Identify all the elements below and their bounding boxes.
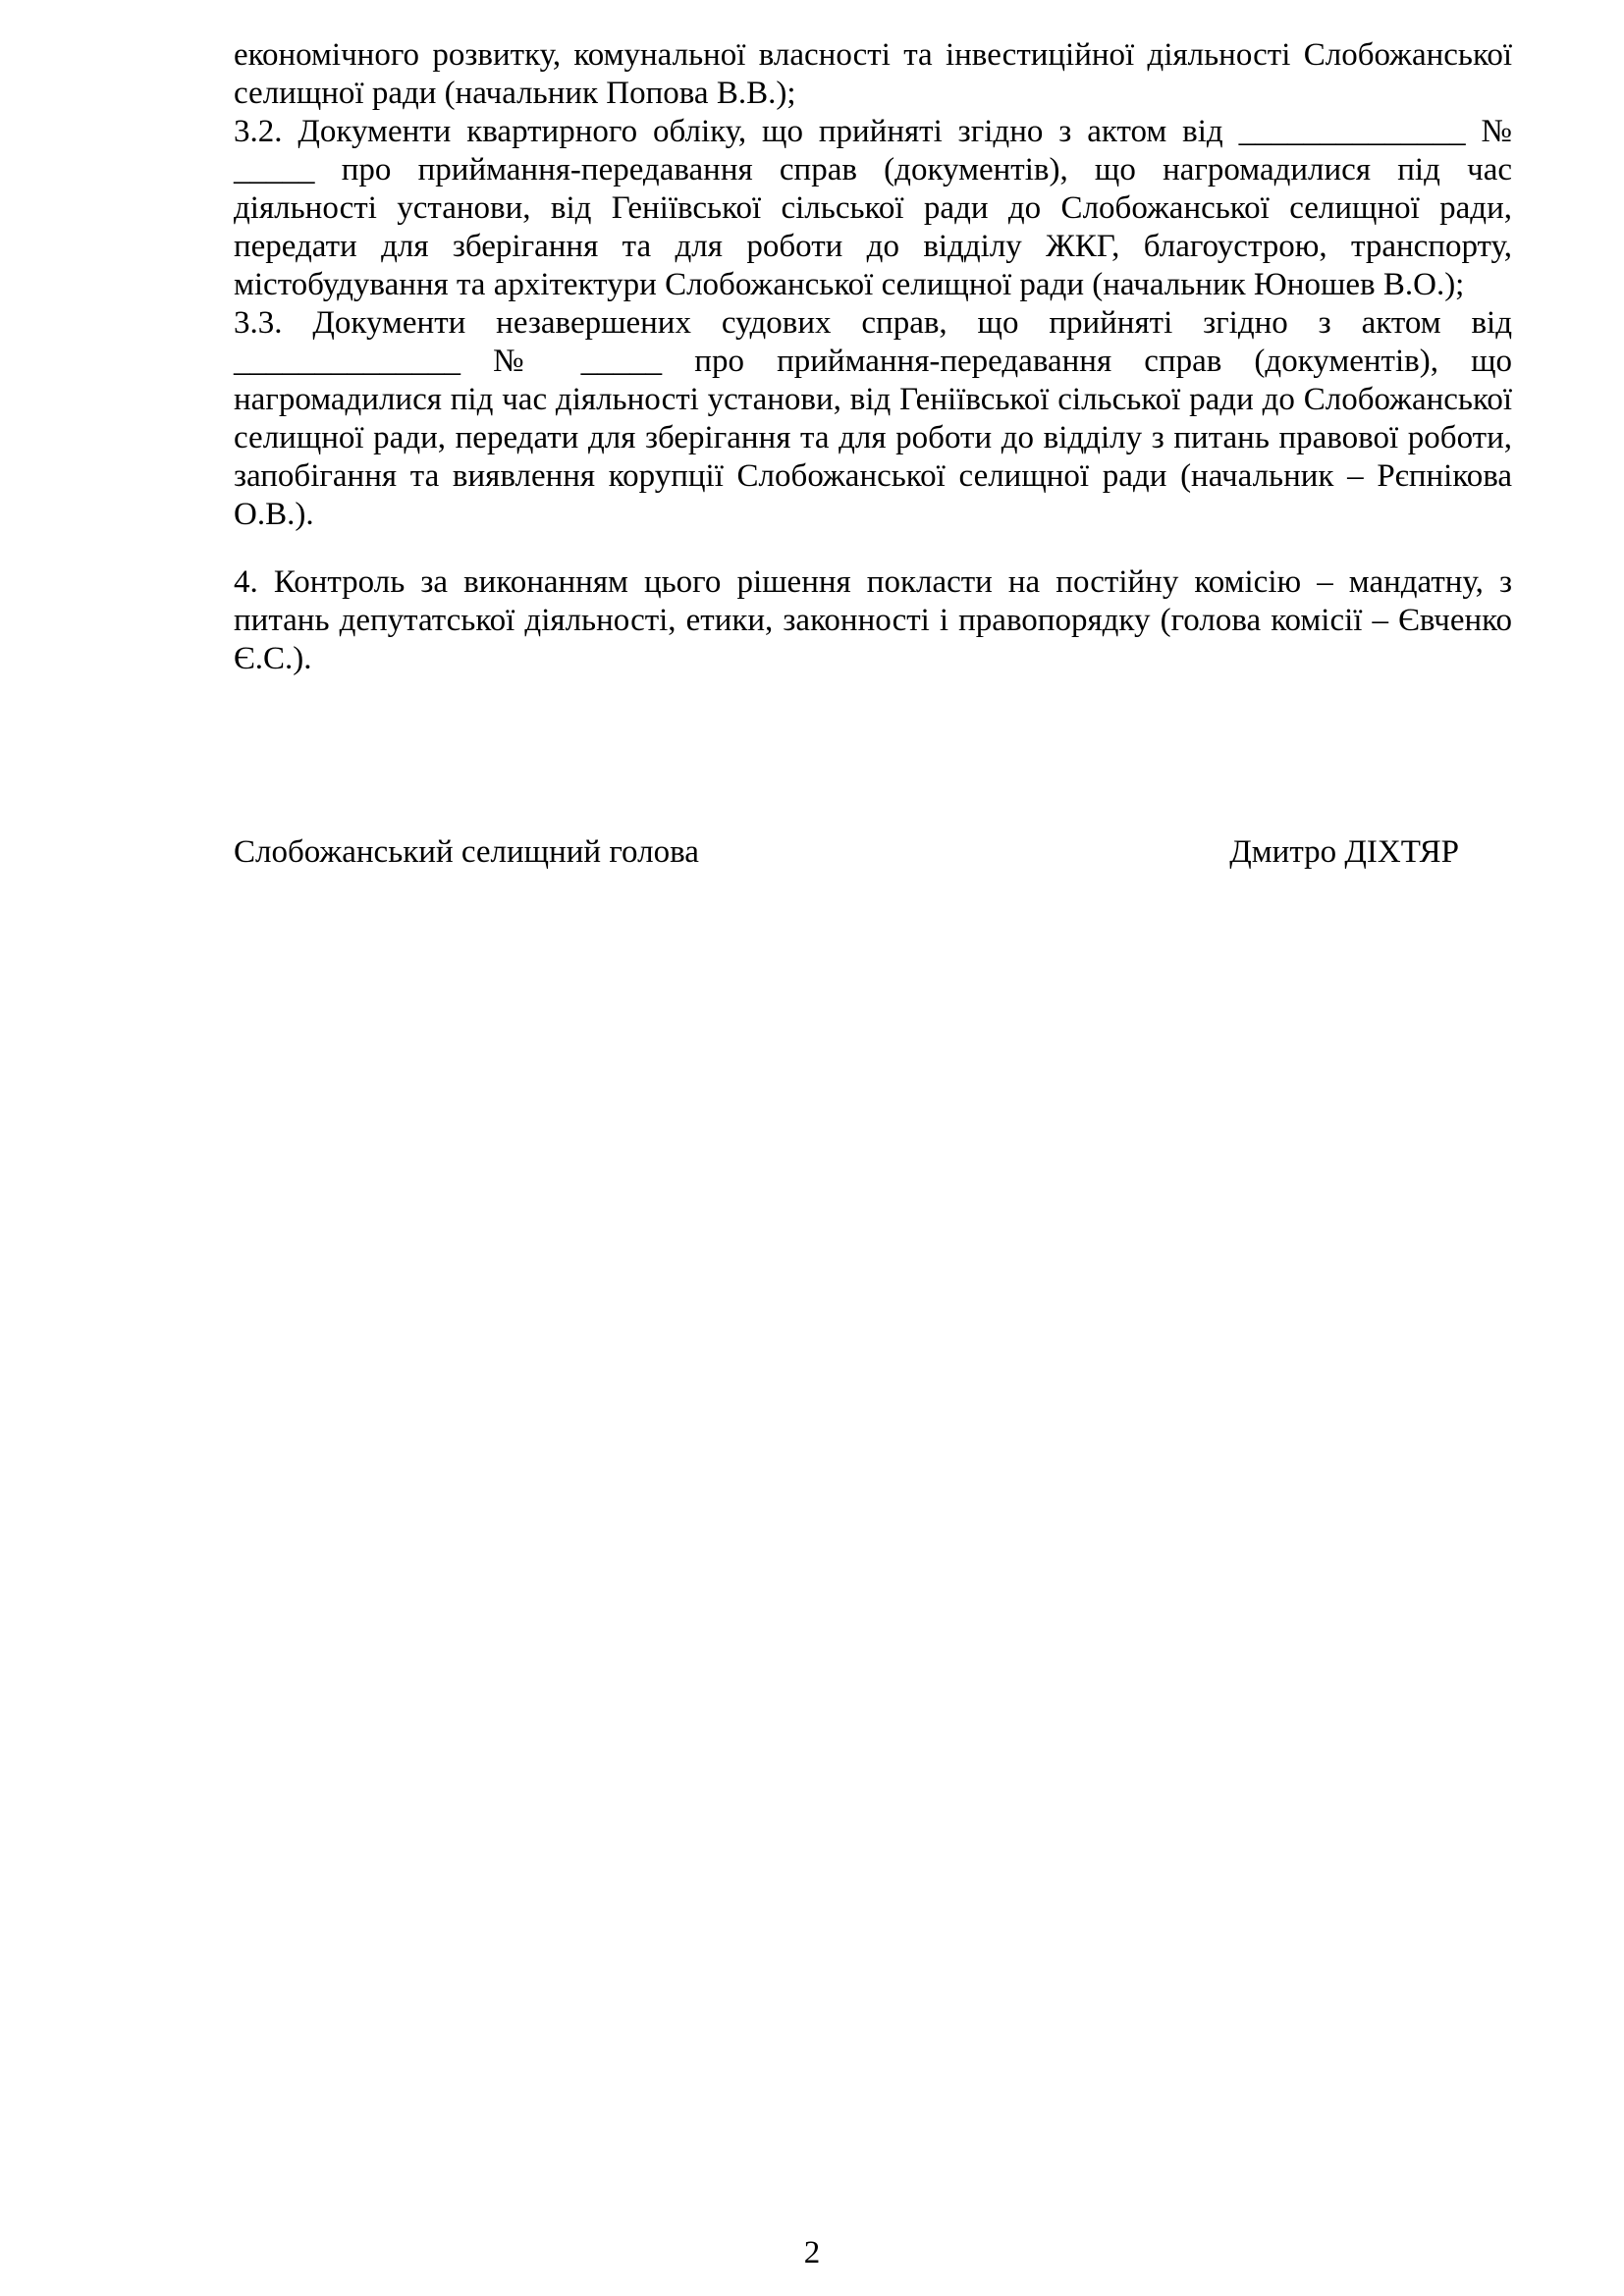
signatory-position: Слобожанський селищний голова xyxy=(234,834,699,870)
signatory-name: Дмитро ДІХТЯР xyxy=(1229,834,1459,870)
paragraph-3-2-housing-records: 3.2. Документи квартирного обліку, що прийняті згідно з актом від ______________ № _____ про приймання-передавання справ (документів), що нагромадилися під час діяльності установи, від Геніївської сільської ради до Слобожанської селищної ради, передати для зберігання та для роботи до відділу ЖКГ, благоустрою, транспорту, містобудування та архітектури Слобожанської селищної ради (начальник Юношев В.О.); xyxy=(234,114,1512,302)
page-number: 2 xyxy=(803,2235,821,2270)
paragraph-4-control: 4. Контроль за виконанням цього рішення покласти на постійну комісію – мандатну, з питань депутатської діяльності, етики, законності і правопорядку (голова комісії – Євченко Є.С.). xyxy=(234,564,1512,676)
signature-block xyxy=(234,833,1459,872)
paragraph-3-3-court-cases: 3.3. Документи незавершених судових справ, що прийняті згідно з актом від ______________ № _____ про приймання-передавання справ (документів), що нагромадилися під час діяльності установи, від Геніївської сільської ради до Слобожанської селищної ради, передати для зберігання та для роботи до відділу з питань правової роботи, запобігання та виявлення корупції Слобожанської селищної ради (начальник – Рєпнікова О.В.). xyxy=(234,305,1512,532)
control-section xyxy=(234,563,1512,678)
document-body xyxy=(234,36,1512,534)
paragraph-economic-dept: економічного розвитку, комунальної власності та інвестиційної діяльності Слобожанської селищної ради (начальник Попова В.В.); xyxy=(234,37,1512,111)
